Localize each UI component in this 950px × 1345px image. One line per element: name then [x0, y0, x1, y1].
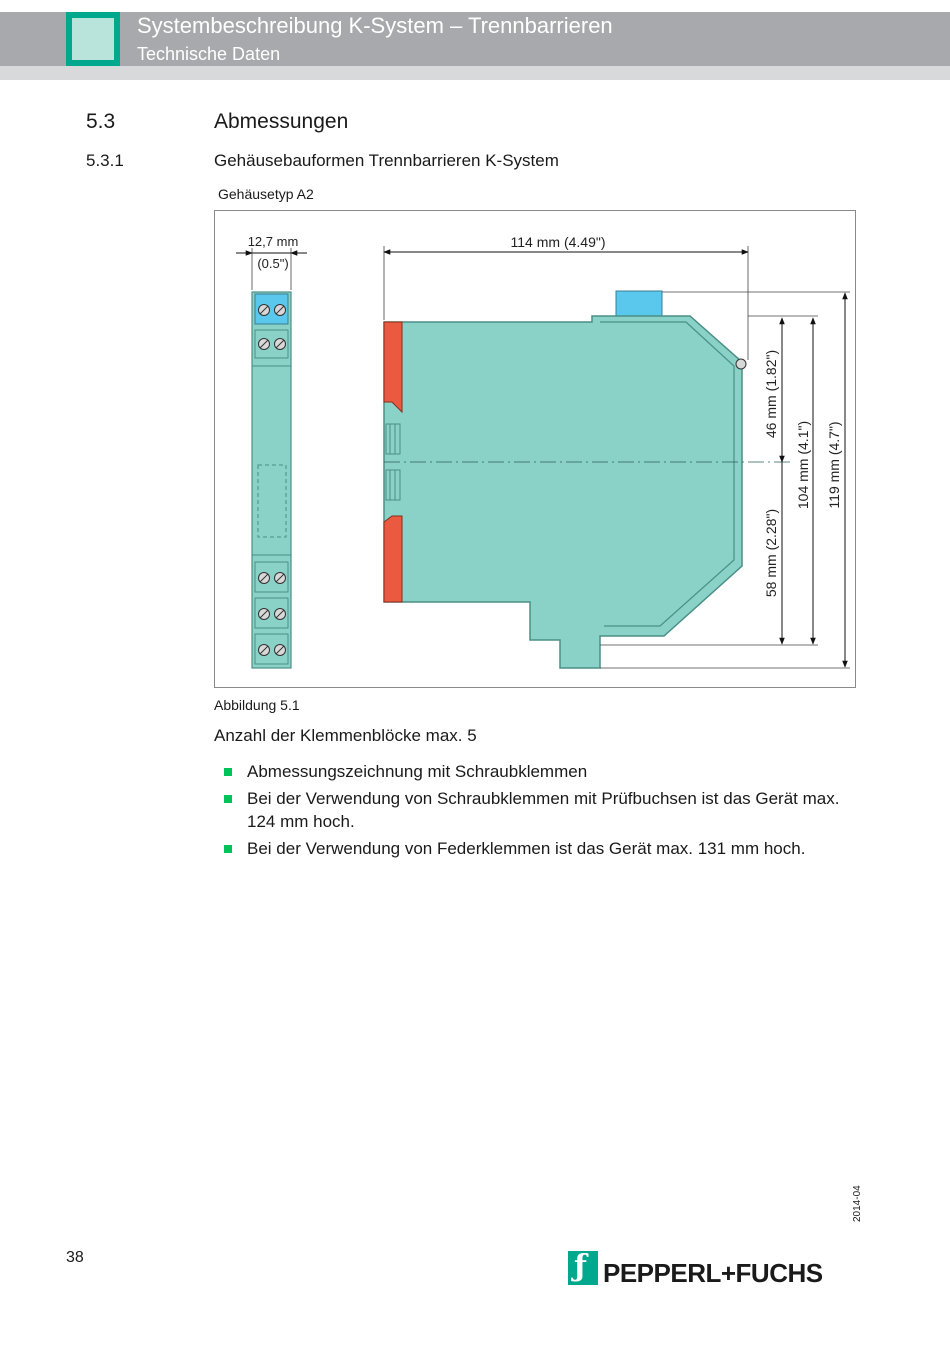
terminal-block-note: Anzahl der Klemmenblöcke max. 5 [214, 726, 477, 745]
bullet-marker [224, 795, 232, 803]
document-subtitle: Technische Daten [137, 44, 281, 64]
dim-length: 114 mm (4.49") [510, 234, 606, 250]
front-view [236, 248, 307, 668]
bullet-marker [224, 845, 232, 853]
bullet-item: Abmessungszeichnung mit Schraubklemmen [247, 762, 588, 781]
section-number: 5.3 [86, 110, 116, 133]
header-accent-square-inner [72, 18, 114, 60]
document-date: 2014-04 [852, 1185, 863, 1222]
side-view [384, 246, 790, 668]
logo-mark-glyph: ƒ [574, 1249, 587, 1284]
section-title: Abmessungen [214, 110, 349, 133]
bullet-item: Bei der Verwendung von Schraubklemmen mit Prüfbuchsen ist das Gerät max. 124 mm hoch. [247, 789, 840, 831]
figure-caption: Abbildung 5.1 [214, 697, 300, 713]
company-logo: PEPPERL+FUCHS [603, 1258, 823, 1288]
figure-label: Gehäusetyp A2 [218, 186, 314, 202]
subsection-title: Gehäusebauformen Trennbarrieren K-System [214, 151, 559, 170]
dim-total-height: 119 mm (4.7") [826, 421, 842, 509]
dimension-drawing [214, 210, 856, 688]
company-logo-mark [568, 1251, 598, 1285]
page-number: 38 [66, 1249, 84, 1266]
bullet-item: Bei der Verwendung von Federklemmen ist das Gerät max. 131 mm hoch. [247, 839, 806, 858]
dim-upper-height: 46 mm (1.82") [763, 349, 779, 439]
dim-body-height: 104 mm (4.1") [795, 420, 811, 510]
dim-width-mm: 12,7 mm [247, 234, 299, 249]
dim-width-in: (0.5") [257, 256, 289, 271]
bullet-marker [224, 768, 232, 776]
document-title: Systembeschreibung K-System – Trennbarrieren [137, 13, 613, 38]
header-strip [0, 66, 950, 80]
subsection-number: 5.3.1 [86, 151, 124, 170]
dim-lower-height: 58 mm (2.28") [763, 508, 779, 598]
